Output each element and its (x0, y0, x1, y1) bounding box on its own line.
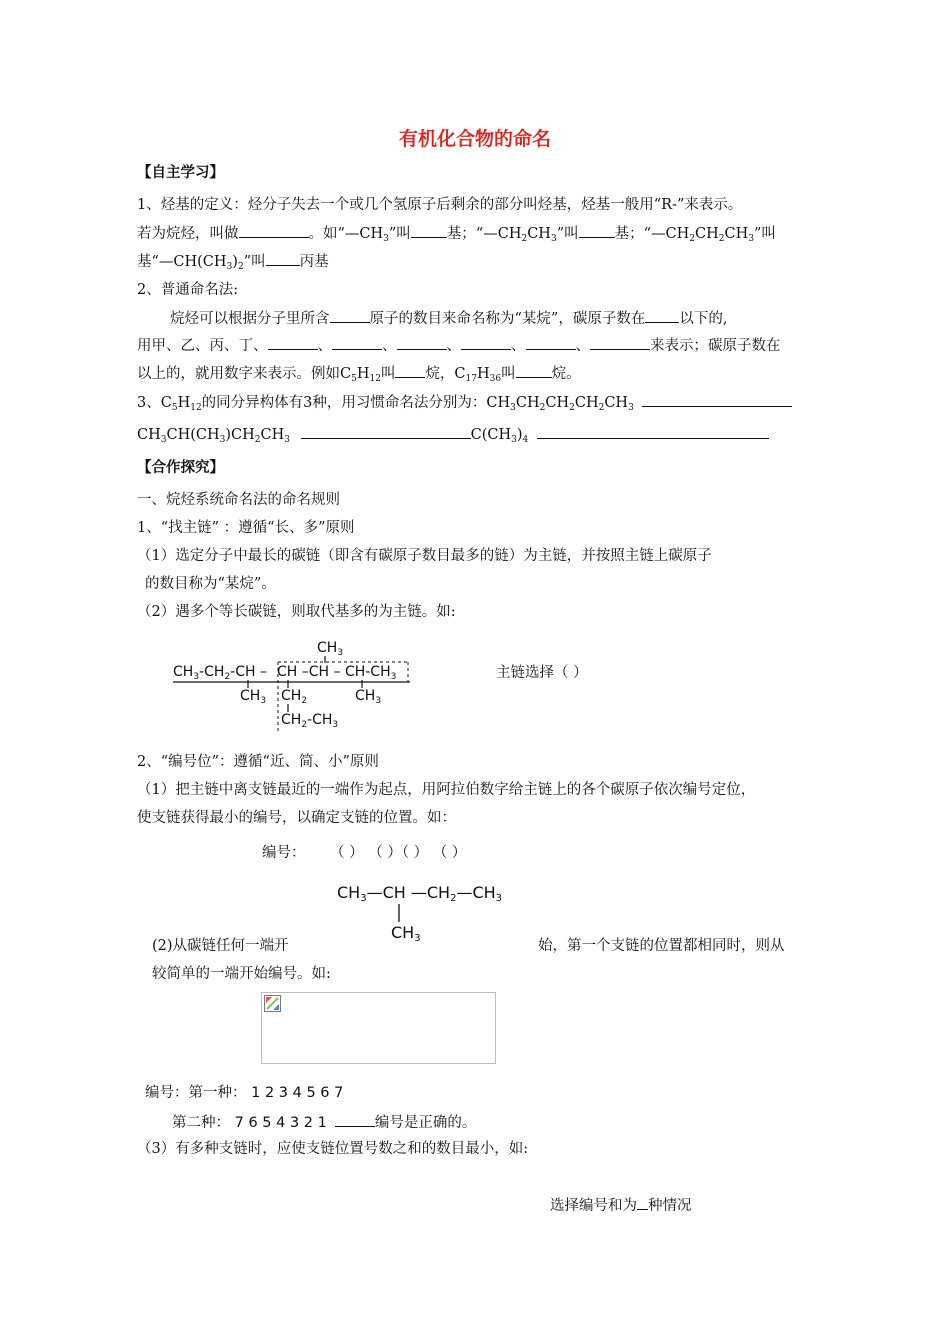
main-chain-choice-label: 主链选择（ ） (496, 665, 588, 681)
rule-numbering-1-cont: 使支链获得最小的编号，以确定支链的位置。如： (137, 810, 456, 826)
branch-methyl-1-label: $CH_3$ (240, 688, 267, 706)
section-heading-cooperative: 【合作探究】 (137, 460, 224, 476)
rule-heading: 一、烷烃系统命名法的命名规则 (137, 492, 340, 508)
rule-numbering-3: （3）有多种支链时，应使支链位置号数之和的数目最小，如: (137, 1141, 529, 1157)
butane-branch-structure (335, 876, 525, 946)
paragraph-isopropyl: 基“$—CH(CH_3)_2$”叫 丙基 (137, 251, 329, 277)
main-chain-structure (165, 636, 425, 736)
paragraph-common-naming-1: 烷烃可以根据分子里所含 原子的数目来命名称为“某烷”，碳原子数在 以下的, (170, 308, 727, 329)
missing-image-frame (261, 992, 496, 1064)
heading-common-naming: 2、普通命名法: (137, 282, 239, 298)
rule-1-text-cont: 的数目称为“某烷”。 (145, 576, 276, 592)
numbering-option-2: 第二种： 7 6 5 4 3 2 1 编号是正确的。 (172, 1112, 476, 1133)
section-heading-self-study: 【自主学习】 (137, 165, 224, 181)
numbering-sum-choice: 选择编号和为 种情况 (550, 1195, 692, 1216)
numbering-slots: （ ） （ ）（ ） （ ） (330, 845, 467, 861)
branch-ethylene-label: $CH_2$ (281, 688, 308, 706)
paragraph-alkyl-definition: 1、烃基的定义：烃分子失去一个或几个氢原子后剩余的部分叫烃基，烃基一般用“R-”来表示。 (137, 197, 743, 213)
top-methyl-label: $CH_3$ (317, 640, 344, 658)
numbering-option-1: 编号：第一种： 1 2 3 4 5 6 7 (145, 1085, 344, 1101)
branch-ethyl-label: $CH_2-CH_3$ (281, 712, 339, 730)
paragraph-pentane-isomers: 3、$C_5H_{12}$的同分异构体有3种，用习惯命名法分别为：$CH_3CH_2CH_2CH_2CH_3$ (137, 392, 792, 418)
numbering-label: 编号： (262, 845, 306, 861)
rule-find-main-chain: 1、“找主链” ：遵循“长、多”原则 (137, 520, 355, 536)
rule-numbering-2-end: 始，第一个支链的位置都相同时，则从 (538, 938, 785, 954)
paragraph-common-naming-2: 用甲、乙、丙、丁、 、 、 、 、 、 来表示；碳原子数在 (137, 335, 781, 356)
page-title: 有机化合物的命名 (398, 128, 551, 150)
rule-numbering-1: （1）把主链中离支链最近的一端作为起点，用阿拉伯数字给主链上的各个碳原子依次编号定位， (137, 782, 756, 798)
rule-numbering-2-start: (2)从碳链任何一端开 (152, 938, 289, 954)
branch-methyl-2-label: $CH_3$ (355, 688, 382, 706)
rule-1-text: （1）选定分子中最长的碳链（即含有碳原子数目最多的链）为主链，并按照主链上碳原子 (137, 548, 712, 564)
paragraph-alkyl-names: 若为烷烃，叫做 。如“$—CH_3$”叫 基；“$—CH_2CH_3$”叫 基；“$—CH_2CH_2CH_3$”叫 (137, 223, 776, 249)
main-chain-row-label-right: CH $-CH - CH-CH_3$ (277, 664, 397, 682)
molecule2-branch-label: CH3 (391, 923, 421, 944)
paragraph-pentane-isomers-2: $CH_3CH(CH_3)CH_2CH_3$ $C(CH_3)_4$ (137, 424, 769, 450)
rule-numbering-heading: 2、“编号位”：遵循“近、简、小”原则 (137, 754, 379, 770)
molecule2-row-label: CH3—CH —CH2—CH3 (337, 883, 503, 904)
rule-numbering-2-cont: 较简单的一端开始编号。如: (152, 966, 331, 982)
paragraph-common-naming-3: 以上的，就用数字来表示。例如$C_5H_{12}$叫 烷，$C_{17}H_{36}$叫 烷。 (137, 363, 581, 389)
broken-image-icon (264, 995, 281, 1012)
main-chain-row-label: $CH_3-CH_2-CH$ – (173, 664, 267, 682)
rule-2-text: （2）遇多个等长碳链，则取代基多的为主链。如: (137, 604, 456, 620)
